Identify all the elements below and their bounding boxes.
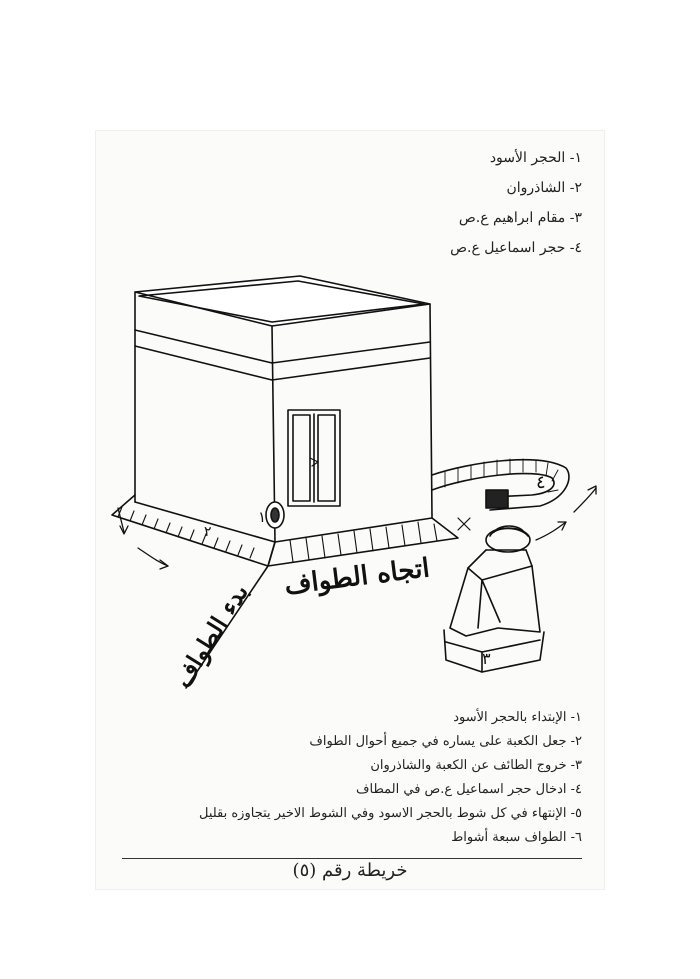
- maqam-ibrahim: [444, 526, 544, 672]
- legend-item-hijr-ismail: ٤- حجر اسماعيل ع.ص: [450, 240, 582, 256]
- tawaf-start-label: بدء الطواف: [167, 578, 254, 693]
- hijr-ismail-number: ٤: [536, 472, 546, 493]
- kaaba-cube: [135, 276, 432, 542]
- rule-item: ٥- الإنتهاء في كل شوط بالحجر الاسود وفي الشوط الاخير يتجاوزه بقليل: [198, 806, 582, 821]
- rule-item: ١- الإبتداء بالحجر الأسود: [453, 710, 582, 725]
- rule-item: ٦- الطواف سبعة أشواط: [451, 830, 582, 845]
- black-stone-number: ١: [258, 508, 267, 526]
- direction-arrows: [118, 486, 596, 569]
- map-caption: خريطة رقم (٥): [292, 860, 408, 881]
- legend-item-maqam-ibrahim: ٣- مقام ابراهيم ع.ص: [458, 210, 582, 226]
- tawaf-rules-list: [199, 706, 582, 850]
- hijr-ismail-wall: [432, 459, 569, 510]
- rule-item: ٢- جعل الكعبة على يساره في جميع أحوال الطواف: [309, 734, 582, 749]
- rule-item: ٣- خروج الطائف عن الكعبة والشاذروان: [370, 758, 582, 773]
- footer-divider: [122, 858, 582, 859]
- tawaf-direction-label: اتجاه الطواف: [282, 553, 432, 601]
- legend-item-shadhurwan: ٢- الشاذروان: [506, 180, 582, 196]
- rule-item: ٤- ادخال حجر اسماعيل ع.ص في المطاف: [356, 782, 582, 797]
- maqam-ibrahim-number: ٣: [482, 649, 491, 668]
- legend-item-black-stone: ١- الحجر الأسود: [489, 150, 582, 166]
- kaaba-door: [288, 410, 340, 506]
- shadhurwan-number: ٢: [204, 524, 212, 540]
